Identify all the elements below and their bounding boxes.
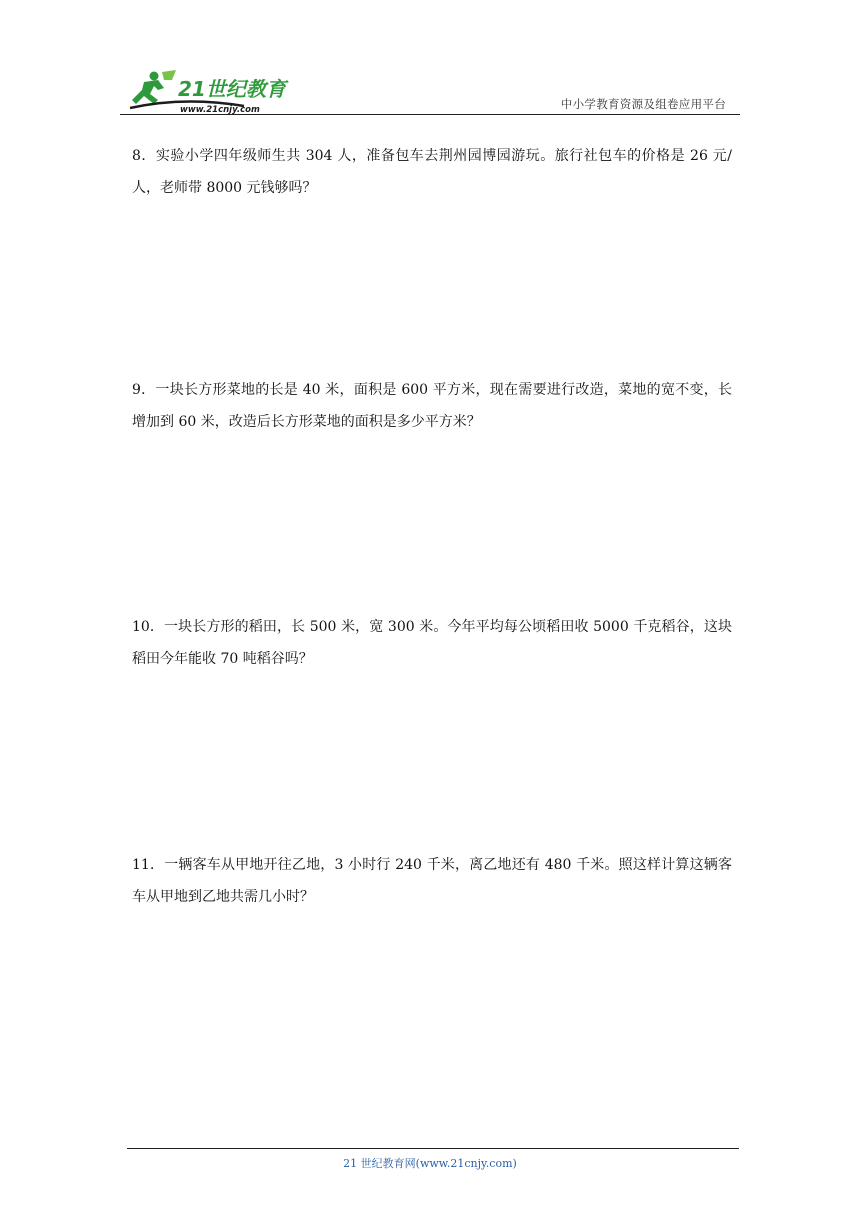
question-11 [132,849,732,913]
question-8 [132,140,732,204]
question-10 [132,611,732,675]
header-divider [120,114,740,115]
question-text: 9．一块长方形菜地的长是 40 米，面积是 600 平方米，现在需要进行改造，菜地的宽不变，长增加到 60 米，改造后长方形菜地的面积是多少平方米？ [132,382,732,430]
question-text: 11．一辆客车从甲地开往乙地，3 小时行 240 千米，离乙地还有 480 千米。照这样计算这辆客车从甲地到乙地共需几小时？ [132,857,732,905]
logo-subtext: www.21cnjy.com [180,105,260,114]
site-logo [124,66,294,114]
platform-tagline: 中小学教育资源及组卷应用平台 [560,97,726,111]
logo-text: 21世纪教育 [178,77,286,101]
question-text: 8．实验小学四年级师生共 304 人，准备包车去荆州园博园游玩。旅行社包车的价格是 26 元/人，老师带 8000 元钱够吗？ [132,148,732,196]
runner-icon [132,70,176,104]
question-text: 10．一块长方形的稻田，长 500 米，宽 300 米。今年平均每公顷稻田收 5000 千克稻谷，这块稻田今年能收 70 吨稻谷吗？ [132,619,732,667]
footer-link[interactable]: 21 世纪教育网(www.21cnjy.com) [343,1157,517,1170]
footer-divider [127,1148,739,1149]
page-header [120,66,740,118]
question-9 [132,374,732,438]
